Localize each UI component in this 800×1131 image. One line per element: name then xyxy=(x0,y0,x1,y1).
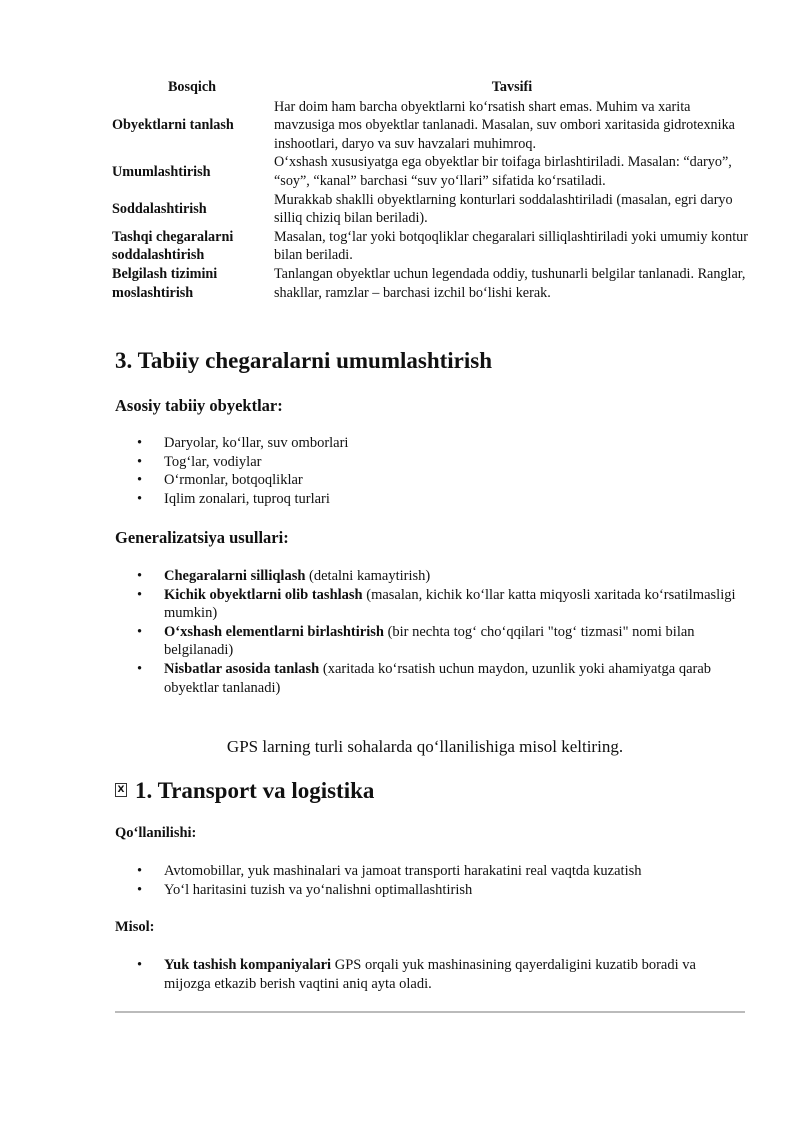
usage-label: Qoʻllanilishi: xyxy=(115,825,197,841)
list-item-text: (bir nechta togʻ choʻqqilari "togʻ tizmasi" nomi bilan belgilanadi) xyxy=(164,623,695,659)
list-item xyxy=(115,881,745,900)
list-item-text: (detalni kamaytirish) xyxy=(305,568,431,584)
natural-objects-list xyxy=(115,434,745,508)
bullet-icon: • xyxy=(137,623,143,640)
list-item xyxy=(115,660,745,697)
usage-list xyxy=(115,862,745,899)
bullet-icon: • xyxy=(137,863,143,879)
subheading-methods: Generalizatsiya usullari: xyxy=(115,528,289,547)
stage-cell: Belgilash tizimini moslashtirish xyxy=(112,265,218,301)
methods-list xyxy=(115,567,745,697)
list-item-bold: Kichik obyektlarni olib tashlash xyxy=(164,586,363,603)
horizontal-rule xyxy=(115,1011,745,1013)
example-label: Misol: xyxy=(115,919,155,935)
list-item xyxy=(115,471,745,490)
bullet-icon: • xyxy=(137,586,143,603)
table-row xyxy=(112,191,752,228)
bullet-icon: • xyxy=(137,453,143,470)
bullet-icon: • xyxy=(137,435,143,451)
list-item-text: Yoʻl haritasini tuzish va yoʻnalishni optimallashtirish xyxy=(164,881,473,898)
description-cell: Tanlangan obyektlar uchun legendada oddiy, tushunarli belgilar tanlanadi. Ranglar, shakllar, ramzlar – barchasi izchil boʻlishi kerak. xyxy=(274,265,746,301)
table-header-row xyxy=(112,78,752,98)
bullet-icon: • xyxy=(137,472,143,489)
bullet-icon: • xyxy=(137,957,143,973)
table-row xyxy=(112,265,752,302)
list-item xyxy=(115,956,745,993)
list-item-text: Daryolar, koʻllar, suv omborlari xyxy=(164,435,349,451)
table-row xyxy=(112,98,752,154)
list-item xyxy=(115,434,745,453)
transport-heading xyxy=(115,778,374,804)
list-item-text: Iqlim zonalari, tuproq turlari xyxy=(164,490,330,507)
list-item-bold: Oʻxshash elementlarni birlashtirish xyxy=(164,623,384,640)
bullet-icon: • xyxy=(137,881,143,898)
list-item-text: Oʻrmonlar, botqoqliklar xyxy=(164,472,303,489)
list-item xyxy=(115,567,745,586)
stage-cell: Tashqi chegaralarni soddalashtirish xyxy=(112,228,234,264)
stages-table xyxy=(112,78,752,302)
list-item xyxy=(115,453,745,472)
bullet-icon: • xyxy=(137,660,143,677)
description-cell: Masalan, togʻlar yoki botqoqliklar chegaralari silliqlashtiriladi yoki umumiy kontur bilan beriladi. xyxy=(274,228,748,264)
header-description: Tavsifi xyxy=(491,79,533,95)
placeholder-box-icon: X xyxy=(115,783,127,797)
description-cell: Oʻxshash xususiyatga ega obyektlar bir toifaga birlashtiriladi. Masalan: “daryo”, “soy”, “kanal” barchasi “suv yoʻllari” sifatida koʻrsatiladi. xyxy=(274,154,732,189)
list-item xyxy=(115,862,745,881)
question-line: GPS larning turli sohalarda qoʻllanilishiga misol keltiring. xyxy=(226,737,624,756)
bullet-icon: • xyxy=(137,490,143,507)
stage-cell: Umumlashtirish xyxy=(112,163,211,180)
subheading-natural-objects: Asosiy tabiiy obyektlar: xyxy=(115,396,283,415)
table-row xyxy=(112,153,752,190)
header-stage: Bosqich xyxy=(167,79,217,95)
list-item-text: GPS orqali yuk mashinasining qayerdaligini kuzatib boradi va mijozga etkazib berish vaqtini aniq ayta oladi. xyxy=(164,957,696,992)
list-item-bold: Nisbatlar asosida tanlash xyxy=(164,660,320,677)
stage-cell: Obyektlarni tanlash xyxy=(112,117,234,134)
table-row xyxy=(112,228,752,265)
transport-title: 1. Transport va logistika xyxy=(135,778,375,803)
list-item-text: Avtomobillar, yuk mashinalari va jamoat transporti harakatini real vaqtda kuzatish xyxy=(164,863,642,879)
list-item xyxy=(115,586,745,623)
example-list xyxy=(115,956,745,993)
list-item-text: (masalan, kichik koʻllar katta miqyosli xaritada koʻrsatilmasligi mumkin) xyxy=(164,586,736,622)
section-heading: 3. Tabiiy chegaralarni umumlashtirish xyxy=(115,348,493,373)
list-item xyxy=(115,623,745,660)
list-item-bold: Yuk tashish kompaniyalari xyxy=(164,957,332,973)
bullet-icon: • xyxy=(137,568,143,584)
description-cell: Har doim ham barcha obyektlarni koʻrsatish shart emas. Muhim va xarita mavzusiga mos obyektlar tanlanadi. Masalan, suv ombori xaritasida gidrotexnika inshootlari, daryo va suv havzalari muhimroq. xyxy=(274,98,735,152)
list-item-bold: Chegaralarni silliqlash xyxy=(164,568,306,584)
description-cell: Murakkab shaklli obyektlarning konturlari soddalashtiriladi (masalan, egri daryo silliq chiziq bilan beriladi). xyxy=(274,191,733,227)
list-item-text: Togʻlar, vodiylar xyxy=(164,453,262,470)
stage-cell: Soddalashtirish xyxy=(112,200,207,217)
list-item-text: (xaritada koʻrsatish uchun maydon, uzunlik yoki ahamiyatga qarab obyektlar tanlanadi) xyxy=(164,660,712,696)
list-item xyxy=(115,490,745,509)
